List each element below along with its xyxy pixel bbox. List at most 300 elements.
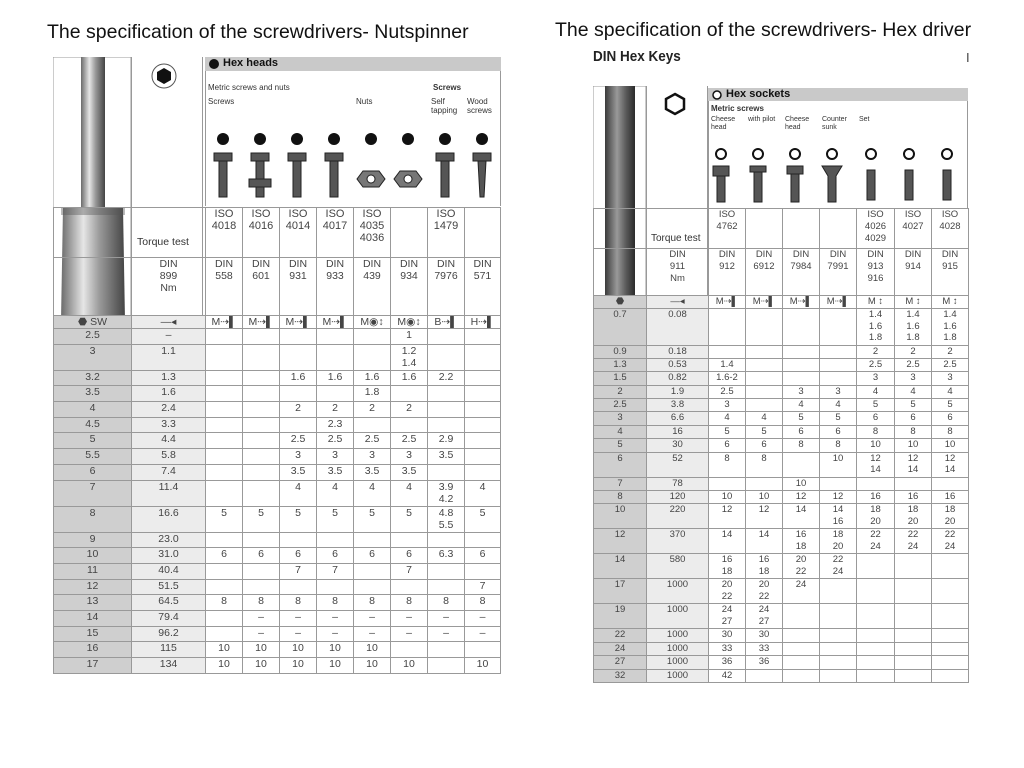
- size-cell: 3: [317, 449, 354, 465]
- size-cell: 12: [820, 491, 857, 504]
- size-cell: 36: [709, 656, 746, 669]
- size-cell: 1.4 1.6 1.8: [857, 309, 895, 346]
- iso-code-1: ISO 4016: [243, 208, 280, 258]
- size-cell: –: [354, 626, 391, 642]
- size-cell: [428, 642, 465, 658]
- torque-value: 96.2: [132, 626, 206, 642]
- size-cell: 4: [746, 412, 783, 425]
- size-cell: [857, 656, 895, 669]
- size-cell: [895, 604, 932, 629]
- size-cell: 10: [354, 642, 391, 658]
- size-cell: 6: [857, 412, 895, 425]
- table-row: [594, 491, 969, 504]
- size-cell: 10: [280, 658, 317, 674]
- torque-value: 7.4: [132, 464, 206, 480]
- size-cell: [465, 417, 501, 433]
- size-cell: [280, 417, 317, 433]
- size-cell: 36: [746, 656, 783, 669]
- size-cell: [243, 563, 280, 579]
- size-cell: 1.6-2: [709, 372, 746, 385]
- torque-value: 1000: [647, 642, 709, 655]
- torque-value: 1.3: [132, 370, 206, 386]
- table-row: [594, 439, 969, 452]
- hex-heads-header: [205, 57, 501, 71]
- torque-value: 79.4: [132, 610, 206, 626]
- table-row: [594, 477, 969, 490]
- sw-size: 5: [54, 433, 132, 449]
- torque-value: 3.3: [132, 417, 206, 433]
- sw-size: 32: [594, 669, 647, 682]
- size-cell: [243, 344, 280, 370]
- thread-symbol-r-0: M⇢▌: [709, 296, 746, 309]
- torque-symbol-r: —◂: [647, 296, 709, 309]
- size-cell: 7: [317, 563, 354, 579]
- size-cell: [895, 642, 932, 655]
- size-cell: [746, 669, 783, 682]
- size-cell: –: [428, 610, 465, 626]
- size-cell: –: [391, 626, 428, 642]
- size-cell: [206, 610, 243, 626]
- size-cell: [243, 464, 280, 480]
- size-cell: [746, 385, 783, 398]
- size-cell: 5: [820, 412, 857, 425]
- torque-spacer: [132, 208, 206, 258]
- table-row: [594, 629, 969, 642]
- thread-symbol-r-1: M⇢▌: [746, 296, 783, 309]
- size-cell: [857, 477, 895, 490]
- size-cell: [317, 386, 354, 402]
- table-row: [54, 433, 501, 449]
- size-cell: 18 20: [857, 504, 895, 529]
- iso-code-r-6: ISO 4028: [932, 209, 969, 249]
- size-cell: [243, 402, 280, 418]
- size-cell: –: [243, 610, 280, 626]
- size-cell: –: [465, 610, 501, 626]
- torque-value: 1000: [647, 669, 709, 682]
- sw-size: 0.7: [594, 309, 647, 346]
- sw-size: 6: [594, 452, 647, 477]
- size-cell: 3: [895, 372, 932, 385]
- size-cell: [280, 344, 317, 370]
- size-cell: [465, 532, 501, 548]
- torque-value: 3.8: [647, 399, 709, 412]
- size-cell: 2.5: [280, 433, 317, 449]
- sw-size: 19: [594, 604, 647, 629]
- torque-value: 1000: [647, 656, 709, 669]
- din-code-5: DIN 934: [391, 258, 428, 316]
- din-code-r-3: DIN 7991: [820, 249, 857, 296]
- size-cell: 42: [709, 669, 746, 682]
- size-cell: 7: [280, 563, 317, 579]
- table-row: [54, 417, 501, 433]
- size-cell: [783, 642, 820, 655]
- size-cell: 2: [391, 402, 428, 418]
- torque-spacer-r: [647, 209, 709, 249]
- table-row: [594, 399, 969, 412]
- size-cell: 2: [354, 402, 391, 418]
- size-cell: 2: [857, 345, 895, 358]
- thread-symbol-5: M◉↕: [391, 316, 428, 329]
- thread-symbol-r-3: M⇢▌: [820, 296, 857, 309]
- size-cell: 2.5: [932, 358, 969, 371]
- size-cell: 16: [895, 491, 932, 504]
- size-cell: 2.3: [317, 417, 354, 433]
- size-cell: 8: [857, 425, 895, 438]
- sw-size: 14: [594, 554, 647, 579]
- size-cell: 8: [206, 595, 243, 611]
- size-cell: [895, 579, 932, 604]
- size-cell: 5: [709, 425, 746, 438]
- size-cell: [783, 372, 820, 385]
- sw-size: 12: [54, 579, 132, 595]
- size-cell: [428, 658, 465, 674]
- thread-symbol-7: H⇢▌: [465, 316, 501, 329]
- size-cell: 14 16: [820, 504, 857, 529]
- din-code-1: DIN 601: [243, 258, 280, 316]
- nuts-label: Nuts: [356, 97, 373, 106]
- size-cell: [428, 464, 465, 480]
- page-mark: I: [966, 50, 970, 65]
- size-cell: [820, 642, 857, 655]
- table-row: [54, 610, 501, 626]
- size-cell: 10: [783, 477, 820, 490]
- size-cell: 18 20: [820, 529, 857, 554]
- size-cell: 8: [428, 595, 465, 611]
- size-cell: 3: [354, 449, 391, 465]
- torque-value: 2.4: [132, 402, 206, 418]
- table-row: [54, 386, 501, 402]
- torque-value: 0.18: [647, 345, 709, 358]
- table-row: [594, 579, 969, 604]
- socket-subcol-1: with pilot: [748, 116, 776, 123]
- torque-value: 0.82: [647, 372, 709, 385]
- size-cell: 1.6: [280, 370, 317, 386]
- torque-test-label-right: Torque test: [651, 233, 701, 244]
- size-cell: [206, 370, 243, 386]
- sw-size: 0.9: [594, 345, 647, 358]
- size-cell: 6: [317, 548, 354, 564]
- sw-size: 1.3: [594, 358, 647, 371]
- size-cell: 6: [820, 425, 857, 438]
- torque-value: 1000: [647, 604, 709, 629]
- din-code-r-1: DIN 6912: [746, 249, 783, 296]
- size-cell: [243, 449, 280, 465]
- size-cell: 3: [857, 372, 895, 385]
- size-cell: [354, 532, 391, 548]
- size-cell: [783, 358, 820, 371]
- size-cell: [746, 372, 783, 385]
- size-cell: [428, 344, 465, 370]
- sw-size: 12: [594, 529, 647, 554]
- size-cell: [820, 309, 857, 346]
- sw-size: 7: [594, 477, 647, 490]
- size-cell: [857, 669, 895, 682]
- size-cell: 4: [895, 385, 932, 398]
- torque-value: 0.08: [647, 309, 709, 346]
- size-cell: 5: [932, 399, 969, 412]
- size-cell: [709, 345, 746, 358]
- screws-right-label: Screws: [433, 83, 462, 92]
- thread-symbol-r-4: M ↕: [857, 296, 895, 309]
- size-cell: [428, 563, 465, 579]
- size-cell: 14: [709, 529, 746, 554]
- sw-size: 2.5: [594, 399, 647, 412]
- size-cell: [820, 656, 857, 669]
- size-cell: 4: [354, 480, 391, 506]
- size-cell: 30: [746, 629, 783, 642]
- iso-code-0: ISO 4018: [206, 208, 243, 258]
- iso-code-5: [391, 208, 428, 258]
- size-cell: [243, 417, 280, 433]
- size-cell: [428, 329, 465, 345]
- size-cell: [783, 629, 820, 642]
- size-cell: [391, 417, 428, 433]
- size-cell: 33: [709, 642, 746, 655]
- socket-subcol-3: Counter sunk: [822, 116, 847, 131]
- metric-screws-label: Metric screws: [711, 104, 764, 113]
- torque-value: 1000: [647, 629, 709, 642]
- torque-value: 1.6: [132, 386, 206, 402]
- hex-bullet-icon: [209, 59, 219, 69]
- torque-value: 120: [647, 491, 709, 504]
- sw-size: 11: [54, 563, 132, 579]
- din-code-6: DIN 7976: [428, 258, 465, 316]
- din-code-0: DIN 558: [206, 258, 243, 316]
- size-cell: [428, 579, 465, 595]
- sw-size: 17: [594, 579, 647, 604]
- size-cell: [428, 386, 465, 402]
- size-cell: 12: [783, 491, 820, 504]
- metric-screws-nuts-label: Metric screws and nuts: [208, 83, 290, 92]
- size-cell: 10: [709, 491, 746, 504]
- size-cell: 6.3: [428, 548, 465, 564]
- size-cell: 20 22: [746, 579, 783, 604]
- table-row: [594, 656, 969, 669]
- size-cell: [206, 563, 243, 579]
- iso-code-r-0: ISO 4762: [709, 209, 746, 249]
- size-cell: [317, 344, 354, 370]
- size-cell: [317, 579, 354, 595]
- size-cell: 8: [465, 595, 501, 611]
- size-cell: [428, 402, 465, 418]
- sw-size: 16: [54, 642, 132, 658]
- table-row: [54, 506, 501, 532]
- size-cell: 10: [932, 439, 969, 452]
- thread-symbol-6: B⇢▌: [428, 316, 465, 329]
- iso-code-r-1: [746, 209, 783, 249]
- torque-value: 31.0: [132, 548, 206, 564]
- thread-symbol-4: M◉↕: [354, 316, 391, 329]
- size-cell: 20 22: [783, 554, 820, 579]
- iso-code-4: ISO 4035 4036: [354, 208, 391, 258]
- iso-code-r-5: ISO 4027: [895, 209, 932, 249]
- size-cell: 5: [317, 506, 354, 532]
- size-cell: [895, 656, 932, 669]
- size-cell: 6: [280, 548, 317, 564]
- thread-symbol-r-2: M⇢▌: [783, 296, 820, 309]
- size-cell: 22 24: [932, 529, 969, 554]
- table-row: [54, 449, 501, 465]
- size-cell: 4: [932, 385, 969, 398]
- sw-size: 2: [594, 385, 647, 398]
- size-cell: 1.4 1.6 1.8: [932, 309, 969, 346]
- size-cell: 16: [932, 491, 969, 504]
- torque-value: 115: [132, 642, 206, 658]
- sw-size: 8: [54, 506, 132, 532]
- size-cell: [206, 464, 243, 480]
- size-cell: [746, 477, 783, 490]
- size-cell: [895, 629, 932, 642]
- size-cell: [206, 344, 243, 370]
- torque-value: 220: [647, 504, 709, 529]
- torque-value: 23.0: [132, 532, 206, 548]
- nutspinner-table: [53, 57, 501, 767]
- size-cell: [465, 329, 501, 345]
- size-cell: 8: [243, 595, 280, 611]
- size-cell: [783, 656, 820, 669]
- size-cell: 6: [932, 412, 969, 425]
- size-cell: 6: [206, 548, 243, 564]
- hexkey-spec-table: [593, 208, 969, 683]
- size-cell: 5: [783, 412, 820, 425]
- size-cell: 3.5: [354, 464, 391, 480]
- size-cell: 12: [746, 504, 783, 529]
- size-cell: 7: [391, 563, 428, 579]
- size-cell: 16 18: [709, 554, 746, 579]
- sw-size: 3.2: [54, 370, 132, 386]
- size-cell: [280, 579, 317, 595]
- size-cell: [428, 532, 465, 548]
- socket-subcol-0: Cheese head: [711, 116, 736, 131]
- din-code-3: DIN 933: [317, 258, 354, 316]
- size-cell: 4.8 5.5: [428, 506, 465, 532]
- size-cell: 18 20: [895, 504, 932, 529]
- size-cell: 22 24: [820, 554, 857, 579]
- size-cell: [820, 579, 857, 604]
- size-cell: [820, 477, 857, 490]
- size-cell: –: [465, 626, 501, 642]
- size-cell: 8: [391, 595, 428, 611]
- sw-size: 6: [54, 464, 132, 480]
- table-row: [54, 464, 501, 480]
- sw-size: 24: [594, 642, 647, 655]
- size-cell: 24 27: [709, 604, 746, 629]
- thread-symbol-r-5: M ↕: [895, 296, 932, 309]
- size-cell: 3.9 4.2: [428, 480, 465, 506]
- size-cell: [820, 372, 857, 385]
- size-cell: [428, 417, 465, 433]
- size-cell: 4: [317, 480, 354, 506]
- sw-size: 2.5: [54, 329, 132, 345]
- size-cell: [895, 554, 932, 579]
- size-cell: [391, 579, 428, 595]
- torque-value: 40.4: [132, 563, 206, 579]
- size-cell: [857, 554, 895, 579]
- size-cell: 5: [895, 399, 932, 412]
- iso-code-6: ISO 1479: [428, 208, 465, 258]
- image-spacer: [54, 208, 132, 258]
- sw-size: 17: [54, 658, 132, 674]
- size-cell: [895, 669, 932, 682]
- size-cell: 10: [354, 658, 391, 674]
- size-cell: –: [391, 610, 428, 626]
- size-cell: 12: [709, 504, 746, 529]
- size-cell: 4: [465, 480, 501, 506]
- size-cell: [206, 402, 243, 418]
- size-cell: [932, 669, 969, 682]
- size-cell: 12 14: [895, 452, 932, 477]
- table-row: [594, 452, 969, 477]
- sw-size: 4.5: [54, 417, 132, 433]
- size-cell: 8: [280, 595, 317, 611]
- torque-test-label: Torque test: [137, 236, 189, 248]
- iso-code-2: ISO 4014: [280, 208, 317, 258]
- size-cell: 5: [857, 399, 895, 412]
- table-row: [594, 529, 969, 554]
- size-cell: 2: [317, 402, 354, 418]
- socket-subcol-4: Set: [859, 116, 870, 123]
- size-cell: 2.5: [709, 385, 746, 398]
- size-cell: 8: [895, 425, 932, 438]
- size-cell: [783, 452, 820, 477]
- size-cell: 16: [857, 491, 895, 504]
- size-cell: 12 14: [932, 452, 969, 477]
- torque-value: 580: [647, 554, 709, 579]
- size-cell: 1.2 1.4: [391, 344, 428, 370]
- sw-size: 10: [594, 504, 647, 529]
- size-cell: [354, 579, 391, 595]
- din-code-r-4: DIN 913 916: [857, 249, 895, 296]
- table-row: [594, 642, 969, 655]
- size-cell: [280, 329, 317, 345]
- size-cell: [206, 480, 243, 506]
- sw-size: 8: [594, 491, 647, 504]
- size-cell: 4: [391, 480, 428, 506]
- size-cell: 20 22: [709, 579, 746, 604]
- size-cell: 3: [783, 385, 820, 398]
- size-cell: 2.5: [895, 358, 932, 371]
- size-cell: 1: [391, 329, 428, 345]
- torque-value: 64.5: [132, 595, 206, 611]
- size-cell: [317, 329, 354, 345]
- thread-symbol-r-6: M ↕: [932, 296, 969, 309]
- table-row: [594, 504, 969, 529]
- size-cell: [354, 417, 391, 433]
- size-cell: 3.5: [317, 464, 354, 480]
- torque-value: 30: [647, 439, 709, 452]
- size-cell: 18 20: [932, 504, 969, 529]
- size-cell: [465, 344, 501, 370]
- size-cell: [465, 642, 501, 658]
- hexkey-table: [593, 86, 968, 768]
- torque-symbol: —◂: [132, 316, 206, 329]
- size-cell: 3: [280, 449, 317, 465]
- size-cell: 24 27: [746, 604, 783, 629]
- torque-value: –: [132, 329, 206, 345]
- size-cell: [820, 629, 857, 642]
- torque-value: 51.5: [132, 579, 206, 595]
- size-cell: [783, 345, 820, 358]
- size-cell: 8: [820, 439, 857, 452]
- size-cell: 1.4 1.6 1.8: [895, 309, 932, 346]
- size-cell: 8: [932, 425, 969, 438]
- sw-size: 7: [54, 480, 132, 506]
- iso-code-7: [465, 208, 501, 258]
- size-cell: [465, 433, 501, 449]
- din-899-nm: DIN 899 Nm: [132, 258, 206, 316]
- size-cell: [354, 563, 391, 579]
- size-cell: [820, 345, 857, 358]
